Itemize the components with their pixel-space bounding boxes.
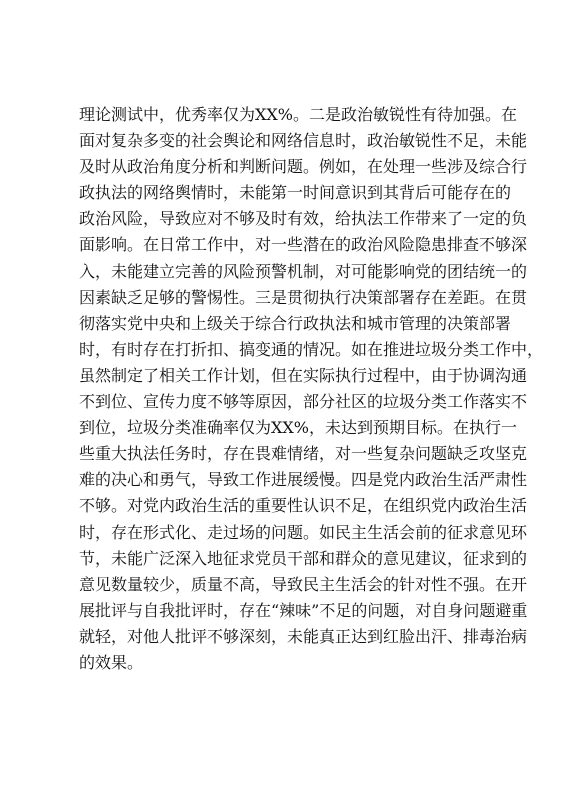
text-line: 展批评与自我批评时，存在“辣味”不足的问题，对自身问题避重 bbox=[79, 600, 528, 620]
body-paragraph bbox=[79, 102, 544, 676]
text-line: 的效果。 bbox=[79, 652, 144, 672]
text-line: 政治风险，导致应对不够及时有效，给执法工作带来了一定的负 bbox=[79, 209, 528, 229]
text-line: 面影响。在日常工作中，对一些潜在的政治风险隐患排查不够深 bbox=[79, 235, 528, 255]
text-line: 及时从政治角度分析和判断问题。例如，在处理一些涉及综合行 bbox=[79, 157, 528, 177]
text-line: 因素缺乏足够的警惕性。三是贯彻执行决策部署存在差距。在贯 bbox=[79, 287, 528, 307]
text-line: 不够。对党内政治生活的重要性认识不足，在组织党内政治生活 bbox=[79, 496, 528, 516]
text-line: 政执法的网络舆情时，未能第一时间意识到其背后可能存在的 bbox=[79, 183, 512, 203]
text-line: 意见数量较少，质量不高，导致民主生活会的针对性不强。在开 bbox=[79, 574, 528, 594]
text-line: 节，未能广泛深入地征求党员干部和群众的意见建议，征求到的 bbox=[79, 548, 528, 568]
text-line: 理论测试中，优秀率仅为XX%。二是政治敏锐性有待加强。在 bbox=[79, 105, 517, 124]
text-line: 虽然制定了相关工作计划，但在实际执行过程中，由于协调沟通 bbox=[79, 365, 528, 385]
text-line: 到位，垃圾分类准确率仅为XX%，未达到预期目标。在执行一 bbox=[79, 418, 517, 438]
text-line: 彻落实党中央和上级关于综合行政执法和城市管理的决策部署 bbox=[79, 313, 512, 333]
text-line: 就轻，对他人批评不够深刻，未能真正达到红脸出汗、排毒治病 bbox=[79, 626, 528, 646]
text-line: 难的决心和勇气，导致工作进展缓慢。四是党内政治生活严肃性 bbox=[79, 470, 528, 490]
text-line: 些重大执法任务时，存在畏难情绪，对一些复杂问题缺乏攻坚克 bbox=[79, 444, 528, 464]
text-line: 时，有时存在打折扣、搞变通的情况。如在推进垃圾分类工作中， bbox=[79, 339, 544, 359]
text-line: 入，未能建立完善的风险预警机制，对可能影响党的团结统一的 bbox=[79, 261, 528, 281]
text-line: 不到位、宣传力度不够等原因，部分社区的垃圾分类工作落实不 bbox=[79, 392, 528, 412]
text-line: 时，存在形式化、走过场的问题。如民主生活会前的征求意见环 bbox=[79, 522, 528, 542]
text-line: 面对复杂多变的社会舆论和网络信息时，政治敏锐性不足，未能 bbox=[79, 131, 528, 151]
